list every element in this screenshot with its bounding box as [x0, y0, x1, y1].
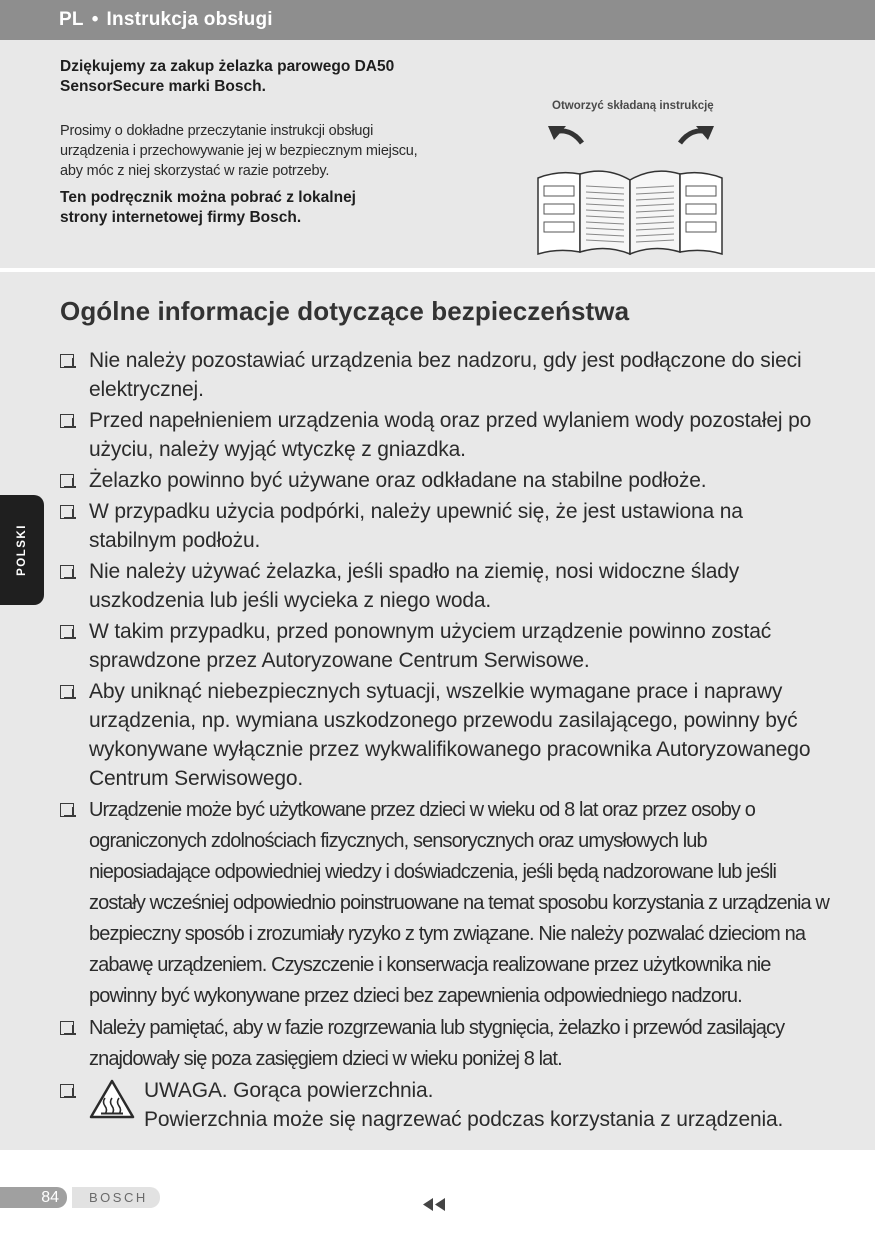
- download-text: Ten podręcznik można pobrać z lokalnej strony internetowej firmy Bosch.: [60, 189, 356, 226]
- list-item-text: Nie należy pozostawiać urządzenia bez nadzoru, gdy jest podłączone do sieci elektrycznej.: [89, 349, 802, 401]
- checkbox-bullet-icon: [60, 414, 74, 428]
- list-item: [60, 466, 830, 495]
- checkbox-bullet-icon: [60, 505, 74, 519]
- list-item-text: Należy pamiętać, aby w fazie rozgrzewania lub stygnięcia, żelazko i przewód zasilający znajdowały się poza zasięgiem dzieci w wieku poniżej 8 lat.: [89, 1017, 785, 1070]
- page-header: [0, 0, 875, 40]
- list-item: [60, 795, 830, 1012]
- language-tab-label: POLSKI: [16, 524, 28, 576]
- checkbox-bullet-icon: [60, 625, 74, 639]
- list-item-text: W przypadku użycia podpórki, należy upewnić się, że jest ustawiona na stabilnym podłożu.: [89, 500, 743, 552]
- list-item-text: Żelazko powinno być używane oraz odkładane na stabilne podłoże.: [89, 469, 707, 492]
- list-item: [60, 557, 830, 615]
- warning-title: UWAGA. Gorąca powierzchnia.: [144, 1079, 434, 1102]
- checkbox-bullet-icon: [60, 474, 74, 488]
- hot-surface-warning-icon: [88, 1078, 136, 1120]
- intro-panel: [0, 40, 875, 268]
- safety-list: [60, 346, 830, 1136]
- checkbox-bullet-icon: [60, 565, 74, 579]
- list-item: [60, 346, 830, 404]
- list-item-text: W takim przypadku, przed ponownym użyciem urządzenie powinno zostać sprawdzone przez Autoryzowane Centrum Serwisowe.: [89, 620, 772, 672]
- double-left-arrow-icon[interactable]: [423, 1198, 447, 1211]
- language-tab: [0, 495, 44, 605]
- checkbox-bullet-icon: [60, 685, 74, 699]
- brand-label: BOSCH: [72, 1187, 160, 1208]
- warning-text: Powierzchnia może się nagrzewać podczas korzystania z urządzenia.: [144, 1108, 784, 1131]
- list-item: [60, 1013, 830, 1075]
- foldout-manual-icon: [530, 120, 730, 260]
- header-title: Instrukcja obsługi: [106, 9, 273, 30]
- request-text: Prosimy o dokładne przeczytanie instrukcji obsługi urządzenia i przechowywanie jej w bezpiecznym miejscu, aby móc z niej skorzystać w razie potrzeby.: [60, 123, 418, 179]
- checkbox-bullet-icon: [60, 1021, 74, 1035]
- warning-item: [60, 1076, 830, 1134]
- list-item: [60, 406, 830, 464]
- checkbox-bullet-icon: [60, 803, 74, 817]
- safety-heading: Ogólne informacje dotyczące bezpieczeństwa: [60, 296, 630, 326]
- safety-section: [0, 272, 875, 1150]
- checkbox-bullet-icon: [60, 354, 74, 368]
- list-item-text: Aby uniknąć niebezpiecznych sytuacji, wszelkie wymagane prace i naprawy urządzenia, np. wymiana uszkodzonego przewodu zasilającego, powinny być wykonywane wyłącznie przez wykwalifikowanego pracownika Autoryzowanego Centrum Serwisowego.: [89, 680, 811, 790]
- list-item: [60, 497, 830, 555]
- list-item-text: Nie należy używać żelazka, jeśli spadło na ziemię, nosi widoczne ślady uszkodzenia lub jeśli wycieka z niego woda.: [89, 560, 740, 612]
- header-separator: •: [91, 9, 99, 30]
- checkbox-bullet-icon: [60, 1084, 74, 1098]
- fold-out-caption: Otworzyć składaną instrukcję: [552, 100, 714, 112]
- header-language: PL: [59, 9, 84, 30]
- list-item-text: Przed napełnieniem urządzenia wodą oraz przed wylaniem wody pozostałej po użyciu, należy wyjąć wtyczkę z gniazdka.: [89, 409, 812, 461]
- page-number: 84: [0, 1187, 67, 1208]
- list-item-text: Urządzenie może być użytkowane przez dzieci w wieku od 8 lat oraz przez osoby o ograniczonych zdolnościach fizycznych, sensorycznych oraz umysłowych lub nieposiadające odpowiedniej wiedzy i doświadczenia, jeśli będą nadzorowane lub jeśli zostały wcześniej odpowiednio poinstruowane na temat sposobu korzystania z urządzenia w bezpieczny sposób i zrozumiały ryzyko z tym związane. Nie należy pozwalać dzieciom na zabawę urządzeniem. Czyszczenie i konserwacja realizowane przez użytkownika nie powinny być wykonywane przez dzieci bez zapewnienia odpowiedniego nadzoru.: [89, 799, 829, 1007]
- list-item: [60, 617, 830, 675]
- thanks-text: Dziękujemy za zakup żelazka parowego DA50 SensorSecure marki Bosch.: [60, 58, 395, 95]
- list-item: [60, 677, 830, 793]
